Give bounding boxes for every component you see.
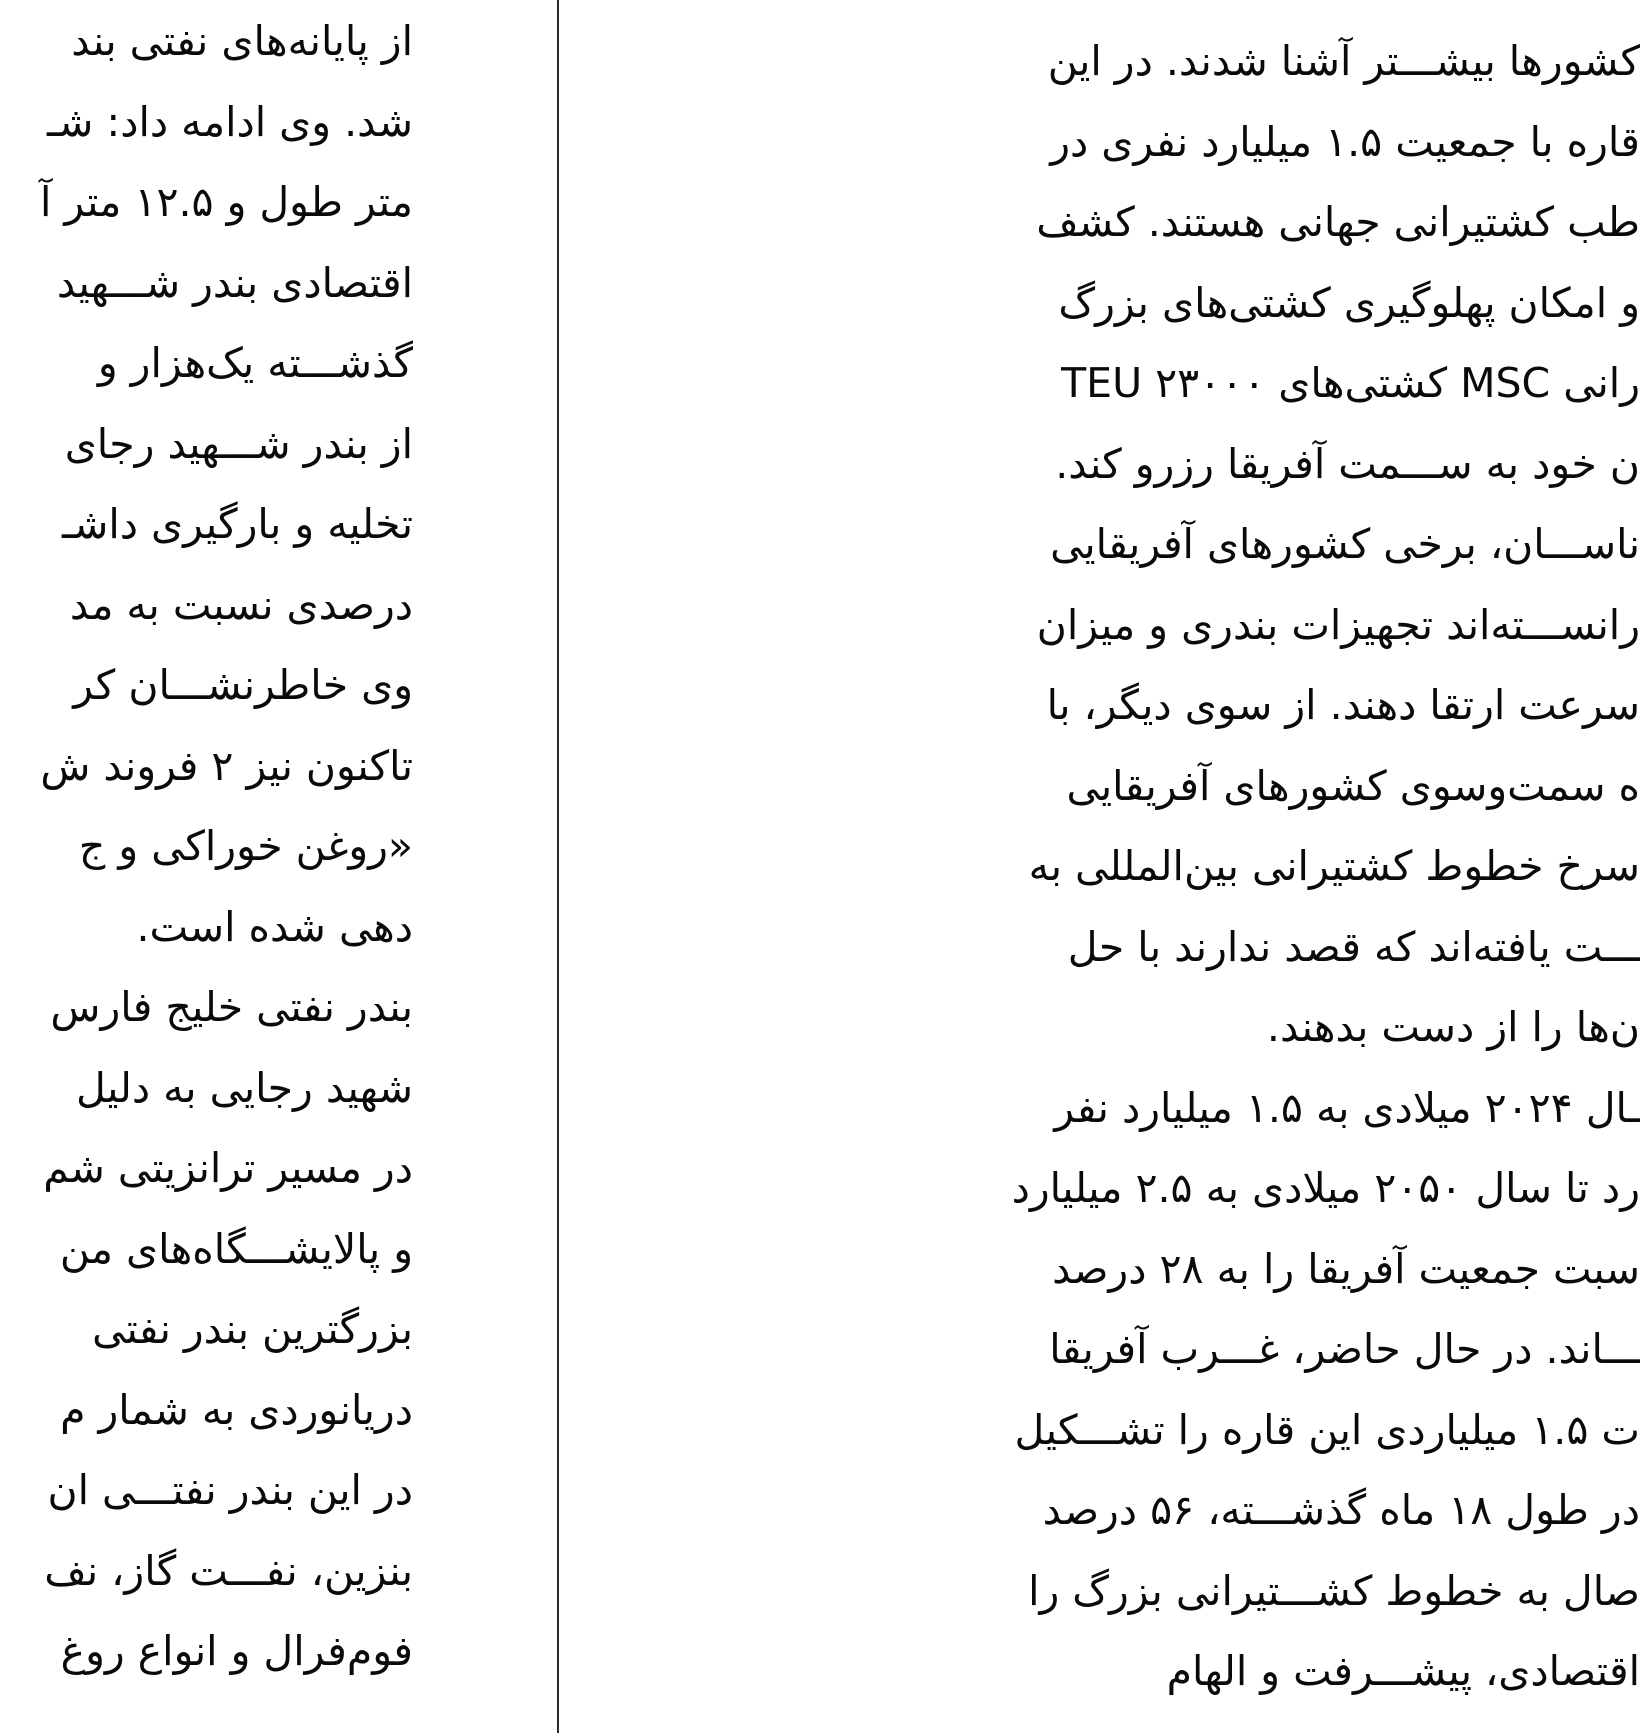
column-divider bbox=[557, 0, 559, 1733]
right-column-text-line: صال به خطوط کشـــتیرانی بزرگ را bbox=[1028, 1566, 1640, 1615]
right-column-text-line: ه سمت‌وسوی کشورهای آفریقایی bbox=[1066, 761, 1640, 810]
right-column-text-line: و امکان پهلوگیری کشتی‌های بزرگ bbox=[1058, 278, 1640, 327]
right-column-text-line: در طول ۱۸ ماه گذشـــته، ۵۶ درصد bbox=[1042, 1486, 1640, 1534]
right-column-text-line: رد تا سال ۲۰۵۰ میلادی به ۲.۵ میلیارد bbox=[1011, 1164, 1640, 1212]
left-column-text-line: بندر نفتی خلیج فارس bbox=[50, 983, 413, 1031]
left-column-text-line: و پالایشـــگاه‌های من bbox=[59, 1224, 413, 1273]
right-column-text-line: کشورها بیشـــتر آشنا شدند. در این bbox=[1047, 37, 1640, 85]
left-column-text-line: در این بندر نفتـــی ان bbox=[47, 1466, 413, 1514]
left-column-text-line: «روغن خوراکی و ج bbox=[78, 822, 413, 870]
left-column-text-line: دریانوردی به شمار م bbox=[60, 1385, 413, 1434]
left-column-text-line: درصدی نسبت به مد bbox=[69, 580, 413, 629]
right-column-text-line: سرخ خطوط کشتیرانی بین‌المللی به bbox=[1028, 842, 1640, 890]
left-text-column bbox=[0, 0, 413, 1733]
right-column-text-line: ـــت یافته‌اند که قصد ندارند با حل bbox=[1067, 922, 1640, 971]
left-column-text-line: متر طول و ۱۲.۵ متر آ bbox=[40, 178, 413, 226]
right-column-text-line: اقتصادی، پیشـــرفت و الهام bbox=[1166, 1647, 1640, 1695]
left-column-text-line: اقتصادی بندر شـــهید bbox=[56, 258, 413, 307]
right-column-text-line: ـــاند. در حال حاضر، غـــرب آفریقا bbox=[1049, 1325, 1640, 1373]
right-column-text-line: سرعت ارتقا دهند. از سوی دیگر، با bbox=[1046, 681, 1640, 729]
left-column-text-line: شد. وی ادامه داد: شـ bbox=[47, 97, 413, 146]
left-column-text-line: دهی شده است. bbox=[136, 902, 413, 951]
left-column-text-line: بنزین، نفـــت گاز، نف bbox=[44, 1546, 413, 1595]
right-column-text-line: ت ۱.۵ میلیاردی این قاره را تشـــکیل bbox=[1014, 1405, 1640, 1454]
left-column-text-line: وی خاطرنشـــان کر bbox=[73, 661, 413, 709]
left-column-text-line: گذشـــته یک‌هزار و bbox=[97, 339, 413, 387]
left-column-text-line: از بندر شـــهید رجای bbox=[64, 419, 413, 468]
right-column-text-line: سبت جمعیت آفریقا را به ۲۸ درصد bbox=[1052, 1244, 1640, 1293]
right-column-text-line: طب کشتیرانی جهانی هستند. کشف bbox=[1036, 198, 1640, 246]
left-column-text-line: فوم‌فرال و انواع روغ bbox=[60, 1627, 413, 1675]
right-column-text-line: ـال ۲۰۲۴ میلادی به ۱.۵ میلیارد نفر bbox=[1054, 1083, 1640, 1132]
right-column-text-line: ناســـان، برخی کشورهای آفریقایی bbox=[1050, 520, 1640, 568]
left-column-text-line: تخلیه و بارگیری داشـ bbox=[61, 500, 413, 548]
right-column-text-line: ن‌ها را از دست بدهند. bbox=[1266, 1003, 1640, 1051]
right-column-text-line: رانی MSC کشتی‌های TEU ۲۳۰۰۰ bbox=[1061, 359, 1640, 407]
right-text-column bbox=[790, 0, 1640, 1733]
left-column-text-line: تاکنون نیز ۲ فروند ش bbox=[40, 741, 413, 790]
left-column-text-line: بزرگترین بندر نفتی bbox=[92, 1305, 413, 1353]
right-column-text-line: قاره با جمعیت ۱.۵ میلیارد نفری در bbox=[1050, 117, 1640, 166]
right-column-text-line: رانســـته‌اند تجهیزات بندری و میزان bbox=[1036, 600, 1640, 649]
right-column-text-line: ن خود به ســـمت آفریقا رزرو کند. bbox=[1055, 439, 1640, 488]
left-column-text-line: در مسیر ترانزیتی شم bbox=[43, 1144, 413, 1192]
left-column-text-line: شهید رجایی به دلیل bbox=[75, 1063, 413, 1112]
left-column-text-line: از پایانه‌های نفتی بند bbox=[71, 17, 413, 65]
